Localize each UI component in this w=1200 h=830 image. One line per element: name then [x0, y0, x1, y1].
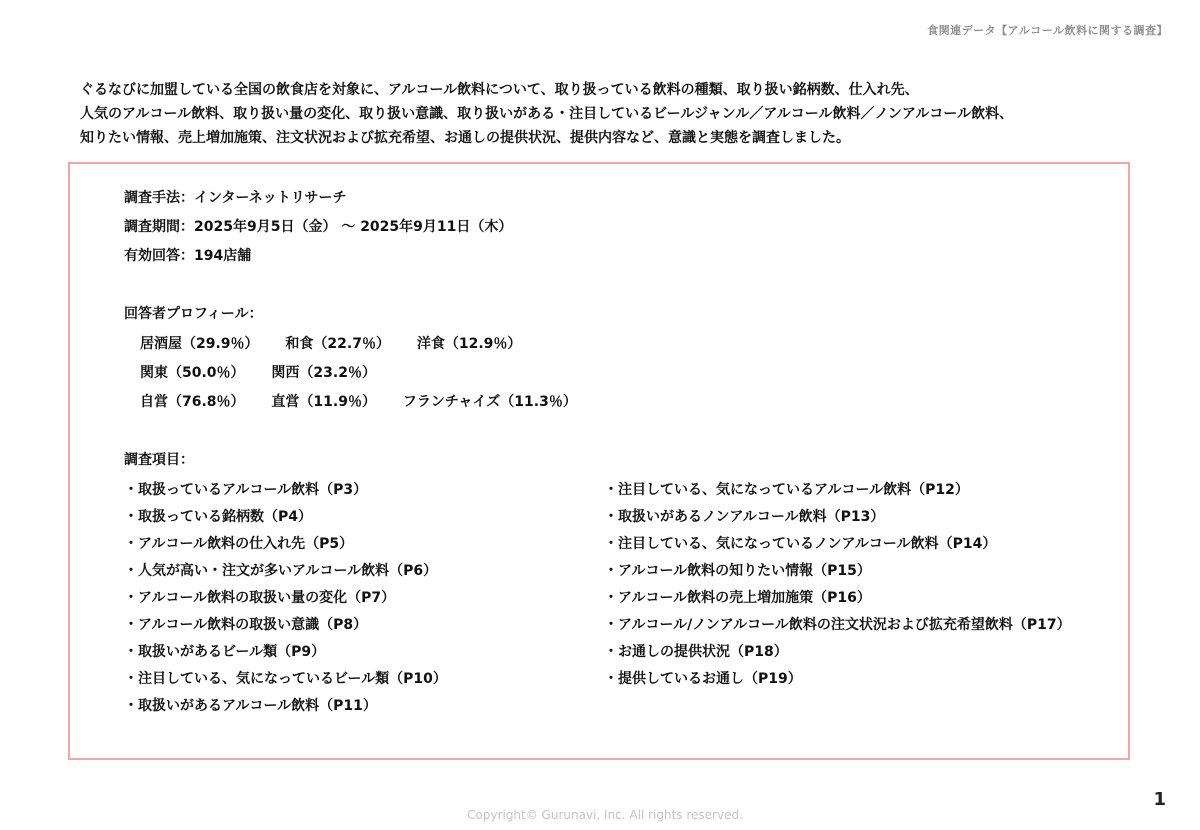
valid-responses: 有効回答：194店舗 [124, 248, 252, 264]
profile-row-business-type [124, 334, 1108, 363]
profile-value: 直営（11.9％） [271, 394, 376, 410]
survey-item: ・取扱っているアルコール飲料（P3） [124, 482, 368, 498]
survey-item: ・お通しの提供状況（P18） [604, 644, 788, 660]
intro-line: 人気のアルコール飲料、取り扱い量の変化、取り扱い意識、取り扱いがある・注目しているビールジャンル／アルコール飲料／ノンアルコール飲料、 [80, 106, 1014, 122]
survey-item: ・提供しているお通し（P19） [604, 671, 802, 687]
survey-summary-box [68, 162, 1130, 760]
profile-value: 関東（50.0％） [140, 365, 245, 381]
survey-item: ・アルコール飲料の売上増加施策（P16） [604, 590, 871, 606]
survey-item: ・注目している、気になっているアルコール飲料（P12） [604, 482, 969, 498]
survey-item: ・アルコール/ノンアルコール飲料の注文状況および拡充希望飲料（P17） [604, 617, 1071, 633]
copyright-footer: Copyright© Gurunavi, Inc. All rights reserved. [467, 808, 743, 822]
survey-item: ・取扱いがあるアルコール飲料（P11） [124, 698, 377, 714]
survey-item: ・注目している、気になっているノンアルコール飲料（P14） [604, 536, 997, 552]
survey-item: ・注目している、気になっているビール類（P10） [124, 671, 447, 687]
intro-text [80, 78, 1160, 150]
survey-item: ・アルコール飲料の取扱い量の変化（P7） [124, 590, 396, 606]
profile-value: 洋食（12.9％） [416, 336, 522, 352]
profile-value: 居酒屋（29.9％） [140, 336, 259, 352]
intro-line: 知りたい情報、売上増加施策、注文状況および拡充希望、お通しの提供状況、提供内容など、意識と実態を調査しました。 [80, 130, 850, 146]
survey-item: ・取扱いがあるビール類（P9） [124, 644, 326, 660]
items-title: 調査項目： [124, 452, 194, 468]
survey-item: ・取扱いがあるノンアルコール飲料（P13） [604, 509, 885, 525]
intro-line: ぐるなびに加盟している全国の飲食店を対象に、アルコール飲料について、取り扱っている飲料の種類、取り扱い銘柄数、仕入れ先、 [80, 82, 919, 98]
survey-items [124, 480, 1108, 720]
profile-value: 自営（76.8％） [140, 394, 245, 410]
profile-row-region [124, 363, 1108, 392]
profile-value: 関西（23.2％） [271, 365, 376, 381]
survey-period: 調査期間：2025年9月5日（金） ～ 2025年9月11日（木） [124, 219, 513, 235]
profile-value: フランチャイズ（11.3％） [402, 394, 577, 410]
survey-item: ・アルコール飲料の知りたい情報（P15） [604, 563, 871, 579]
page-number: 1 [1153, 789, 1166, 810]
survey-items-right [604, 480, 1071, 696]
survey-item: ・アルコール飲料の取扱い意識（P8） [124, 617, 368, 633]
survey-method: 調査手法：インターネットリサーチ [124, 190, 347, 206]
survey-item: ・人気が高い・注文が多いアルコール飲料（P6） [124, 563, 438, 579]
profile-row-management [124, 392, 1108, 421]
survey-items-left [124, 480, 447, 723]
survey-item: ・取扱っている銘柄数（P4） [124, 509, 313, 525]
survey-item: ・アルコール飲料の仕入れ先（P5） [124, 536, 354, 552]
profile-title: 回答者プロフィール： [124, 306, 263, 322]
header-label: 食関連データ【アルコール飲料に関する調査】 [927, 24, 1168, 37]
profile-value: 和食（22.7％） [285, 336, 390, 352]
